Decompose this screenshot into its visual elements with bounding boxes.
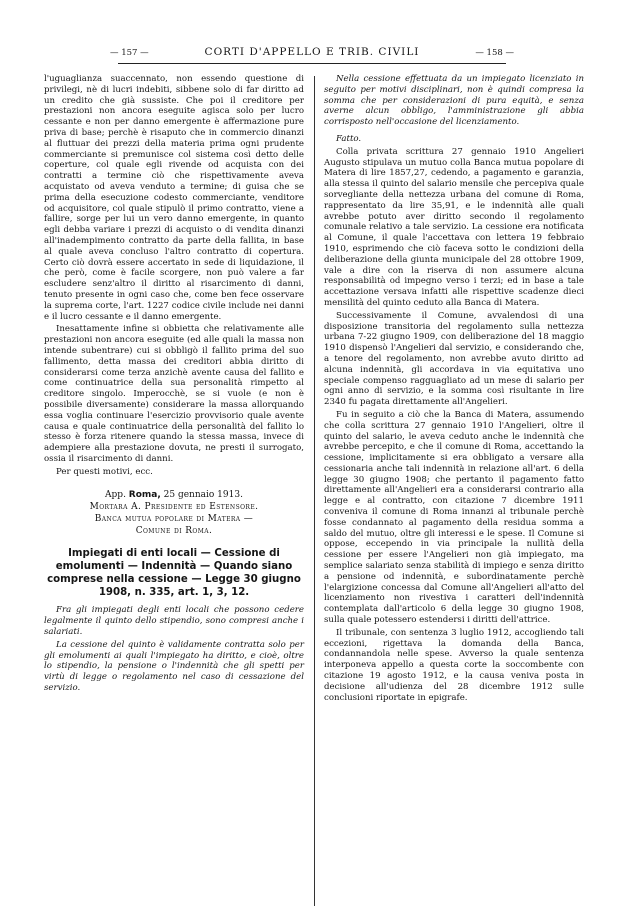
section-heading-fatto: Fatto. (336, 133, 362, 144)
parties-line-2: Comune di Roma. (135, 526, 213, 537)
left-column (44, 74, 304, 889)
headnote: Impiegati di enti locali — Cessione di emolumenti — Indennità — Quando siano comprese nella cessione — Legge 30 giugno 1908, n. 335, art. 1, 3, 12. (47, 548, 301, 599)
parties-line-1: Banca mutua popolare di Matera — (94, 514, 254, 525)
right-column (324, 74, 584, 889)
right-paragraph-4: Il tribunale, con sentenza 3 luglio 1912, accogliendo tali eccezioni, rigettava la domanda della Banca, condannandola nelle spese. Avverso la quale sentenza interponeva appello a questa corte la soccombente con citazione 19 agosto 1912, e la causa veniva posta in decisione all'udienza del 28 dicembre 1912 sulle conclusioni riportate in epigrafe. (324, 627, 584, 703)
two-column-body (44, 74, 584, 889)
page-number-left: — 157 — (110, 48, 149, 58)
maxim-2: La cessione del quinto è validamente contratta solo per gli emolumenti ai quali l'impiegato ha diritto, e cioè, oltre lo stipendio, la pensione o l'indennità che gli spetti per virtù di legge o regolamento nel caso di cessazione del servizio. (44, 639, 304, 694)
right-paragraph-2: Successivamente il Comune, avvalendosi di una disposizione transitoria del regolamento sulla nettezza urbana 7-22 giugno 1909, con deliberazione del 18 maggio 1910 dispensò l'Angelieri dal servizio, e considerando che, a tenore del regolamento, non avrebbe avuto diritto ad alcuna indennità, gli accordava in via equitativa uno speciale compenso ragguagliato ad un mese di salario per ogni anno di servizio, e la somma così risultante in lire 2340 fu pagata direttamente all'Angelieri. (324, 310, 584, 408)
left-paragraph-2: Inesattamente infine si obbietta che relativamente alle prestazioni non ancora eseguite (ed alle quali la massa non intende subentrare) cui si obbligò il fallito prima del suo fallimento, detta massa dei creditori abbia diritto di considerarsi come terza anzichè avente causa del fallito e come continuatrice della sua personalità rimpetto al creditore singolo. Imperocchè, se si vuole (e non è possibile diversamente) considerare la massa allorquando essa voglia continuare l'esercizio provvisorio quale avente causa e quale continuatrice della personalità del fallito lo stesso è forza ritenere quando la stessa massa, invece di adempiere alla prestazione dovuta, ne presti il surrogato, ossia il risarcimento di danni. (44, 324, 304, 464)
right-paragraph-3: Fu in seguito a ciò che la Banca di Matera, assumendo che colla scrittura 27 gennaio 1910 l'Angelieri, oltre il quinto del salario, le aveva ceduto anche le indennità che avrebbe percepito, e che il comune di Roma, accettando la cessione, implicitamente si era obbligato a versare alla cessionaria anche tali indennità in relazione all'art. 6 della legge 30 giugno 1908; che pertanto il pagamento fatto direttamente all'Angelieri era a considerarsi contrario alla legge e al contratto, con citazione 7 dicembre 1911 conveniva il comune di Roma innanzi al tribunale perchè fosse condannato al pagamento della residua somma a saldo del mutuo, oltre gli interessi e le spese. Il Comune si oppose, eccependo in via principale la nullità della cessione per essere l'Angelieri non già impiegato, ma semplice salariato senza stabilità di impiego e senza diritto a pensione od indennità, e subordinatamente perchè l'elargizione concessa dal Comune all'Angelieri all'atto del licenziamento non rivestiva i caratteri dell'indennità contemplata dall'articolo 6 della legge 30 giugno 1908, sulla quale potessero estendersi i diritti dell'attrice. (324, 409, 584, 626)
court-prefix: App. (105, 490, 129, 501)
president-line: Mortara A. Presidente ed Estensore. (89, 502, 259, 513)
court-city: Roma, (128, 490, 161, 501)
right-paragraph-1: Colla privata scrittura 27 gennaio 1910 Angelieri Augusto stipulava un mutuo colla Banca mutua popolare di Matera di lire 1857,27, cedendo, a pagamento e garanzia, alla stessa il quinto del salario mensile che percepiva quale sorvegliante della nettezza urbana del comune di Roma, rappresentato da lire 35,91, e le indennità alle quali avrebbe potuto aver diritto secondo il regolamento comunale relativo a tale servizio. La cessione era notificata al Comune, il quale l'accettava con lettera 19 febbraio 1910, esprimendo che ciò faceva sotto le condizioni della deliberazione della giunta municipale del 28 ottobre 1909, vale a dire con la riserva di non assumere alcuna responsabilità od impegno verso i terzi; ed in base a tale accettazione versava infatti alle rispettive scadenze dieci mensilità del quinto ceduto alla Banca di Matera. (324, 146, 584, 308)
header-rule (118, 63, 506, 64)
header-title: CORTI D'APPELLO E TRIB. CIVILI (204, 46, 420, 58)
maxim-3: Nella cessione effettuata da un impiegato licenziato in seguito per motivi disciplinari, non è quindi compresa la somma che per considerazioni di pura equità, e senza averne alcun obbligo, l'amministrazione gli abbia corrisposto nell'occasione del licenziamento. (324, 74, 584, 128)
maxim-1: Fra gli impiegati degli enti locali che possono cedere legalmente il quinto dello stipendio, sono compresi anche i salariati. (44, 605, 304, 638)
left-paragraph-1: l'uguaglianza suaccennato, non essendo questione di privilegi, nè di lucri indebiti, sibbene solo di far diritto ad un credito che già sussiste. Che poi il creditore per prestazioni non ancora eseguite agisca solo per lucro cessante e non per danno emergente è affermazione pure priva di base; perchè è risaputo che in commercio dinanzi al fluttuar dei prezzi della materia prima ogni prudente commerciante si premunisce col sistema così detto delle coperture, col quale egli rivende od acquista con dei contratti a termine ciò che rispettivamente aveva acquistato od aveva venduto a termine; di guisa che se prima della esecuzione codesto commerciante, venditore od acquisitore, col quale stipulò il primo contratto, viene a fallire, sorge per lui un vero danno emergente, in quanto egli debba variare i prezzi di acquisto o di vendita dinanzi all'inadempimento contratto da parte della fallita, in base al quale aveva concluso l'altro contratto di copertura. Certo ciò dovrà essere accertato in sede di liquidazione, il che però, come è facile scorgere, non può valere a far escludere senz'altro il diritto al risarcimento di danni, tenuto presente in ogni caso che, come ben fece osservare la suprema corte, l'art. 1227 codice civile include nei danni e il lucro cessante e il danno emergente. (44, 74, 304, 322)
page-number-right: — 158 — (475, 48, 514, 58)
running-header (110, 46, 514, 58)
maxims-right (324, 74, 584, 128)
court-date-line (44, 489, 304, 501)
column-divider (314, 76, 315, 906)
court-date: 25 gennaio 1913. (160, 490, 243, 501)
maxims-left (44, 605, 304, 693)
case-citation (44, 489, 304, 537)
left-paragraph-3: Per questi motivi, ecc. (56, 466, 153, 477)
